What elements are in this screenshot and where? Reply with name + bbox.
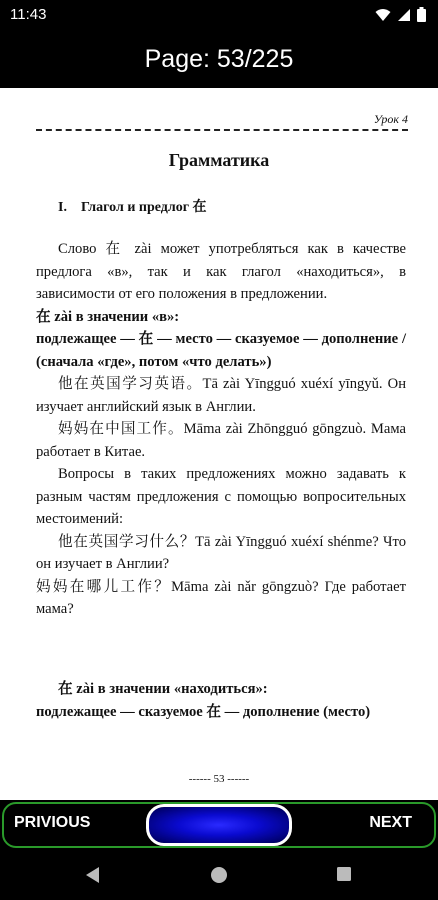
paragraph: Вопросы в таких предложениях можно задавать к разным частям предложения с помощью вопросительных местоимений: bbox=[36, 466, 406, 527]
recents-icon[interactable] bbox=[336, 866, 352, 882]
page-counter-header bbox=[0, 30, 438, 88]
paragraph: Слово 在 zài может употребляться как в качестве предлога «в», так и как глагол «находиться», в зависимости от его положения в предложении. bbox=[36, 241, 406, 302]
book-page[interactable] bbox=[0, 88, 438, 800]
running-head: Урок 4 bbox=[373, 112, 408, 126]
back-icon[interactable] bbox=[85, 866, 101, 884]
wifi-icon bbox=[375, 8, 391, 22]
status-bar bbox=[0, 0, 438, 30]
section-title: Грамматика bbox=[168, 150, 270, 170]
home-icon[interactable] bbox=[210, 866, 228, 884]
subsection-number: I. bbox=[58, 200, 67, 215]
status-icons bbox=[375, 7, 426, 22]
paragraph-bold: 在 zài в значении «находиться»: bbox=[58, 681, 268, 697]
example-paragraph: 他在英国学习英语。Tā zài Yīngguó xuéxí yīngyǔ. Он изучает английский язык в Англии. bbox=[36, 376, 406, 415]
subsection-heading bbox=[58, 196, 207, 216]
body-text-block-2 bbox=[36, 678, 406, 723]
page-navigation-bar bbox=[0, 800, 438, 850]
previous-button[interactable]: PRIVIOUS bbox=[14, 814, 91, 831]
signal-icon bbox=[397, 8, 411, 22]
example-paragraph: 妈妈在中国工作。Māma zài Zhōngguó gōngzuò. Мама работает в Китае. bbox=[36, 421, 406, 460]
paragraph-bold: 在 zài в значении «в»: bbox=[36, 308, 180, 325]
next-button[interactable]: NEXT bbox=[369, 814, 412, 831]
paragraph-bold: подлежащее — 在 — место — сказуемое — дополнение / (сначала «где», потом «что делать») bbox=[36, 331, 406, 370]
example-paragraph: 他在英国学习什么？Tā zài Yīngguó xuéxí shénme? Что он изучает в Англии? bbox=[36, 533, 406, 572]
battery-icon bbox=[417, 7, 426, 22]
system-navigation-bar bbox=[0, 850, 438, 900]
center-page-button[interactable] bbox=[146, 804, 292, 846]
header-divider bbox=[36, 129, 408, 131]
subsection-title: Глагол и предлог 在 bbox=[80, 200, 207, 215]
page-number: ------ 53 ------ bbox=[188, 773, 250, 785]
paragraph-bold: подлежащее — сказуемое 在 — дополнение (место) bbox=[36, 703, 371, 720]
status-time: 11:43 bbox=[10, 6, 47, 23]
example-paragraph: 妈妈在哪儿工作？Māma zài nǎr gōngzuò? Где работает мама? bbox=[36, 578, 406, 617]
page-counter: Page: 53/225 bbox=[144, 45, 294, 73]
body-text-block-1 bbox=[36, 238, 406, 621]
